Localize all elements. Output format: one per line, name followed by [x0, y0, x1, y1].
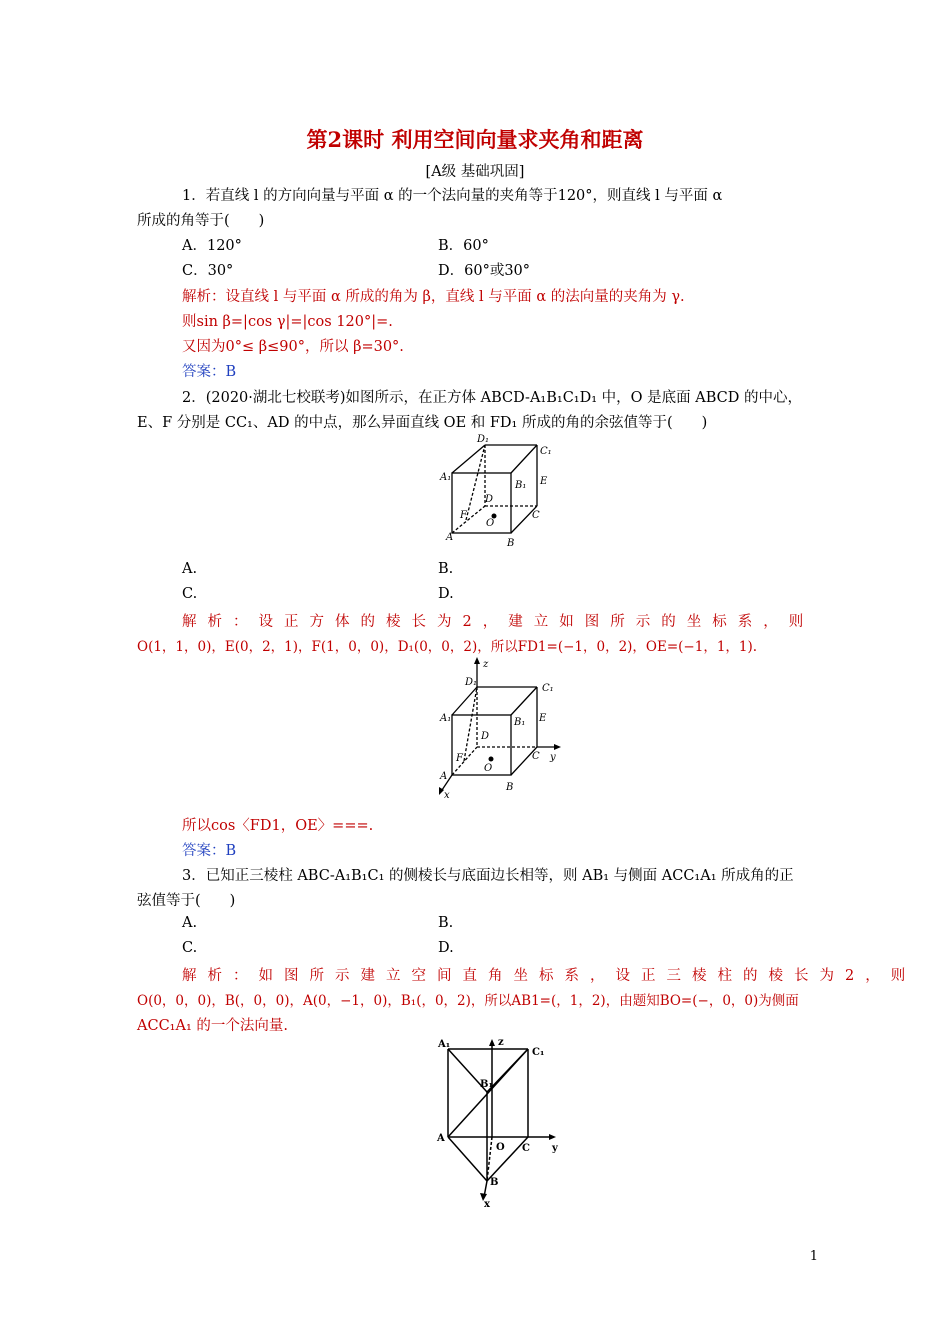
- q2-option-c: C.: [182, 586, 198, 602]
- q1-stem-line2: 所成的角等于( ): [137, 213, 265, 229]
- label-A1: A₁: [440, 713, 452, 724]
- q3-option-d: D.: [438, 940, 454, 956]
- q1-option-b: B．60°: [438, 238, 489, 254]
- q3-solution-line2: O(0，0，0)，B(，0，0)，A(0，−1，0)，B₁(，0，2)，所以AB1=(，1，2)，由题知BO=(−，0，0)为侧面: [137, 993, 799, 1009]
- label-C1: C₁: [542, 683, 554, 694]
- page-title: 第2课时 利用空间向量求夹角和距离: [306, 127, 644, 152]
- label-D: D: [481, 731, 490, 742]
- q3-option-c: C.: [182, 940, 198, 956]
- label-C: C: [522, 1143, 530, 1154]
- q1-option-a: A．120°: [182, 238, 242, 254]
- label-B: B: [490, 1177, 499, 1188]
- label-B1: B₁: [515, 480, 527, 491]
- q3-stem-line2: 弦值等于( ): [137, 893, 236, 909]
- q3-solution-line3: ACC₁A₁ 的一个法向量.: [137, 1018, 288, 1034]
- cube-figure: [430, 430, 570, 550]
- label-D1: D₁: [465, 677, 478, 688]
- label-x: x: [484, 1199, 490, 1210]
- q1-solution-line1: 解析：设直线 l 与平面 α 所成的角为 β，直线 l 与平面 α 的法向量的夹角为 γ.: [182, 289, 685, 305]
- q2-option-b: B.: [438, 561, 454, 577]
- label-A1: A₁: [440, 472, 452, 483]
- label-B: B: [506, 782, 514, 793]
- label-O: O: [486, 518, 495, 529]
- q2-option-d: D.: [438, 586, 454, 602]
- q2-solution-line2: O(1，1，0)，E(0，2，1)，F(1，0，0)，D₁(0，0，2)，所以FD1=(−1，0，2)，OE=(−1，1，1).: [137, 639, 758, 655]
- q3-stem-line1: 3．已知正三棱柱 ABC-A₁B₁C₁ 的侧棱长与底面边长相等，则 AB₁ 与侧面 ACC₁A₁ 所成角的正: [182, 868, 794, 884]
- label-C1: C₁: [532, 1047, 545, 1058]
- label-B1: B₁: [514, 717, 526, 728]
- q2-stem-line2: E、F 分别是 CC₁、AD 的中点，那么异面直线 OE 和 FD₁ 所成的角的余弦值等于( ): [137, 415, 708, 431]
- q3-option-b: B.: [438, 915, 454, 931]
- label-A1: A₁: [438, 1039, 451, 1050]
- label-O: O: [496, 1142, 505, 1153]
- q1-option-d: D．60°或30°: [438, 263, 531, 279]
- q2-solution-line1: 解析：设正方体的棱长为2，建立如图所示的坐标系，则: [182, 614, 815, 630]
- label-O: O: [484, 763, 493, 774]
- label-D: D: [485, 494, 494, 505]
- q1-solution-line3: 又因为0°≤ β≤90°，所以 β=30°.: [182, 339, 404, 355]
- prism-coordinate-figure: [430, 1035, 570, 1210]
- level-heading: [A级 基础巩固]: [425, 164, 525, 180]
- label-A: A: [437, 1133, 445, 1144]
- label-y: y: [550, 752, 556, 763]
- q2-solution-line3: 所以cos〈FD1，OE〉===.: [182, 818, 374, 834]
- label-C1: C₁: [540, 446, 552, 457]
- label-B1: B₁: [480, 1079, 493, 1090]
- q1-stem-line1: 1．若直线 l 的方向向量与平面 α 的一个法向量的夹角等于120°，则直线 l 与平面 α: [182, 188, 723, 204]
- label-y: y: [552, 1143, 558, 1154]
- q3-option-a: A.: [182, 915, 198, 931]
- label-z: z: [498, 1037, 504, 1048]
- q1-answer: 答案：B: [182, 364, 237, 380]
- label-C: C: [532, 751, 540, 762]
- label-F: F: [460, 510, 467, 521]
- label-z: z: [483, 659, 489, 670]
- label-F: F: [456, 753, 463, 764]
- label-D1: D₁: [477, 434, 490, 445]
- label-C: C: [532, 510, 540, 521]
- label-x: x: [444, 790, 450, 800]
- q2-answer: 答案：B: [182, 843, 237, 859]
- q3-solution-line1: 解析：如图所示建立空间直角坐标系，设正三棱柱的棱长为2，则: [182, 968, 917, 984]
- label-A: A: [446, 532, 454, 543]
- label-E: E: [539, 713, 547, 724]
- label-B: B: [507, 538, 515, 549]
- cube-coordinate-figure: [430, 655, 570, 800]
- q1-option-c: C．30°: [182, 263, 234, 279]
- label-A: A: [440, 771, 448, 782]
- q1-solution-line2: 则sin β=|cos γ|=|cos 120°|=.: [182, 314, 393, 330]
- q2-option-a: A.: [182, 561, 198, 577]
- page-number: 1: [809, 1249, 818, 1264]
- q2-stem-line1: 2．(2020·湖北七校联考)如图所示，在正方体 ABCD-A₁B₁C₁D₁ 中，O 是底面 ABCD 的中心，: [182, 390, 802, 406]
- label-E: E: [540, 476, 548, 487]
